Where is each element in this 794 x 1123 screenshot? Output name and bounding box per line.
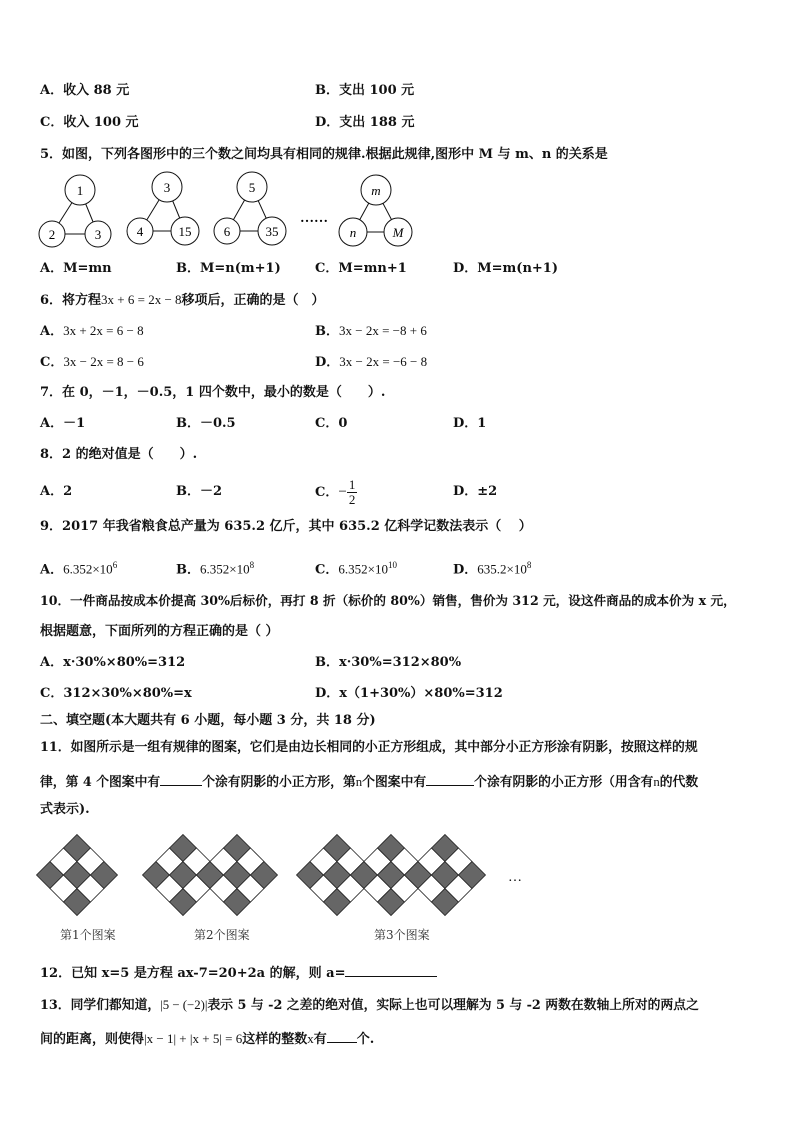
q6-option-c: C．3x − 2x = 8 − 6: [40, 354, 144, 370]
q5-option-b: B．M=n(m+1): [176, 261, 281, 276]
q11-caption-1: 第1个图案: [60, 928, 116, 942]
q5-fig3-left: 6: [223, 224, 231, 239]
q4-option-a: A．收入 88 元: [40, 83, 130, 98]
q10-option-c: C．312×30%×80%=x: [40, 686, 192, 701]
q6-option-d: D．3x − 2x = −6 − 8: [315, 354, 428, 370]
q11-blank-1: [160, 771, 202, 786]
q13-stem-line1: 13．同学们都知道，|5 − (−2)|表示 5 与 -2 之差的绝对值，实际上也可以理解为 5 与 -2 两数在数轴上所对的两点之: [40, 998, 699, 1013]
q8-option-b: B．－2: [176, 484, 223, 499]
q5-figures: [30, 170, 430, 250]
q5-fig1-left: 2: [48, 227, 56, 242]
q6-equation: 3x + 6 = 2x − 8: [101, 292, 182, 307]
q13-stem-line2: 间的距离，则使得|x − 1| + |x + 5| = 6这样的整数x有 个.: [40, 1028, 374, 1049]
q5-fig4-right: M: [392, 225, 404, 240]
q5-fig3-top: 5: [248, 180, 256, 195]
q5-fig3-right: 35: [265, 224, 279, 239]
q12-blank: [345, 962, 437, 977]
q7-stem: 7．在 0，－1，－0.5，1 四个数中，最小的数是（ ）.: [40, 385, 386, 400]
q5-stem: 5．如图，下列各图形中的三个数之间均具有相同的规律.根据此规律,图形中 M 与 m、n 的关系是: [40, 147, 608, 162]
q11-caption-3: 第3个图案: [374, 928, 430, 942]
q11-stem-line2: 律，第 4 个图案中有 个涂有阴影的小正方形，第n个图案中有 个涂有阴影的小正方形（用含有n的代数: [40, 771, 698, 792]
q8-option-c: C．− $\frac{1}{2}$: [315, 477, 356, 507]
q4-option-c: C．收入 100 元: [40, 115, 139, 130]
q7-option-b: B．－0.5: [176, 416, 236, 431]
q6-stem: 6．将方程3x + 6 = 2x − 8移项后，正确的是（ ）: [40, 292, 325, 308]
q5-ellipsis: ……: [300, 211, 328, 226]
q10-option-a: A．x·30%×80%=312: [40, 655, 186, 670]
q9-option-d: D．$635.2\times 10^8$: [453, 560, 532, 578]
q10-option-d: D．x（1+30%）×80%=312: [315, 686, 503, 701]
q5-fig1-right: 3: [94, 227, 102, 242]
q11-stem-line1: 11．如图所示是一组有规律的图案，它们是由边长相同的小正方形组成，其中部分小正方形涂有阴影，按照这样的规: [40, 740, 698, 755]
q5-figure-2: [127, 172, 199, 245]
q5-figure-4: [339, 175, 412, 246]
q8-option-a: A．2: [40, 484, 73, 499]
q5-figure-1: [39, 175, 111, 247]
q13-blank: [327, 1028, 357, 1043]
section-heading-fill-in: 二、填空题(本大题共有 6 小题，每小题 3 分，共 18 分): [40, 713, 376, 728]
q5-fig2-right: 15: [178, 224, 192, 239]
q5-option-d: D．M=m(n+1): [453, 261, 559, 276]
q6-option-a: A．3x + 2x = 6 − 8: [40, 323, 144, 339]
q11-pattern-figures: [30, 828, 540, 923]
q5-fig2-top: 3: [163, 180, 171, 195]
q11-blank-2: [426, 771, 474, 786]
q9-option-a: A．$6.352\times 10^6$: [40, 560, 118, 578]
q5-figure-3: [214, 172, 286, 245]
q11-ellipsis: …: [508, 870, 522, 885]
q7-option-d: D．1: [453, 416, 487, 431]
q8-option-d: D．±2: [453, 484, 498, 499]
q9-option-b: B．$6.352\times 10^8$: [176, 560, 255, 578]
q11-caption-2: 第2个图案: [194, 928, 250, 942]
q5-fig4-left: n: [349, 225, 357, 240]
q5-fig4-top: m: [371, 183, 381, 198]
q5-fig1-top: 1: [76, 183, 84, 198]
q8-stem: 8．2 的绝对值是（ ）.: [40, 447, 198, 462]
q6-option-b: B．3x − 2x = −8 + 6: [315, 323, 427, 339]
q4-option-b: B．支出 100 元: [315, 83, 415, 98]
q5-option-a: A．M=mn: [40, 261, 112, 276]
q5-option-c: C．M=mn+1: [315, 261, 407, 276]
q7-option-a: A．－1: [40, 416, 86, 431]
q9-option-c: C．$6.352\times 10^{10}$: [315, 560, 397, 578]
q11-patterns: [37, 835, 486, 916]
q11-stem-line3: 式表示).: [40, 802, 90, 817]
q10-stem-line2: 根据题意，下面所列的方程正确的是（ ）: [40, 624, 279, 639]
q9-stem: 9．2017 年我省粮食总产量为 635.2 亿斤，其中 635.2 亿科学记数法表示（ ）: [40, 519, 532, 534]
q4-option-d: D．支出 188 元: [315, 115, 415, 130]
q10-stem-line1: 10．一件商品按成本价提高 30%后标价，再打 8 折（标价的 80%）销售，售价为 312 元，设这件商品的成本价为 x 元，: [40, 593, 736, 608]
q7-option-c: C．0: [315, 416, 348, 431]
q10-option-b: B．x·30%=312×80%: [315, 655, 462, 670]
q12-stem: 12．已知 x=5 是方程 ax-7=20+2a 的解，则 a=: [40, 962, 437, 983]
q5-fig2-left: 4: [136, 224, 144, 239]
